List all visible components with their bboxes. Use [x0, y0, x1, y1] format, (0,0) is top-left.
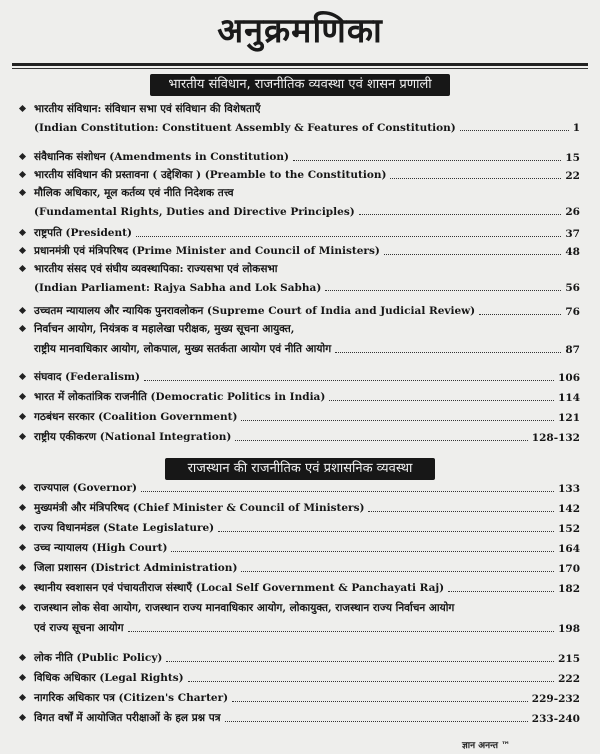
- toc-entry: [20, 561, 580, 581]
- toc-page-number: 15: [565, 152, 580, 164]
- toc-entry-line: [34, 621, 580, 635]
- toc-page-number: 198: [558, 623, 580, 635]
- section-heading: भारतीय संविधान, राजनीतिक व्यवस्था एवं शासन प्रणाली: [168, 77, 432, 92]
- toc-entry-title: मुख्यमंत्री और मंत्रिपरिषद (Chief Minister & Council of Ministers): [34, 502, 365, 514]
- toc-entry: [20, 501, 580, 521]
- toc-entry: [20, 370, 580, 390]
- toc-page-number: 56: [565, 282, 580, 294]
- toc-leader-dots: [448, 591, 554, 592]
- toc-leader-dots: [171, 551, 554, 552]
- toc-entry-title: राष्ट्रीय एकीकरण (National Integration): [34, 431, 232, 443]
- toc-entry-title: विगत वर्षों में आयोजित परीक्षाओं के हल प्रश्न पत्र: [34, 712, 221, 724]
- toc-entry-line: [34, 244, 580, 258]
- bullet-diamond-icon: [19, 654, 26, 661]
- toc-leader-dots: [384, 254, 562, 255]
- toc-entry-line: [34, 501, 580, 515]
- toc-entry-title: संवैधानिक संशोधन (Amendments in Constitution): [34, 151, 289, 163]
- toc-entry-line: [34, 601, 580, 615]
- toc-entry: [20, 430, 580, 450]
- toc-leader-dots: [136, 236, 561, 237]
- toc-entry-title: राज्यपाल (Governor): [34, 482, 137, 494]
- bullet-diamond-icon: [19, 674, 26, 681]
- toc-entry-title: विधिक अधिकार (Legal Rights): [34, 672, 184, 684]
- bullet-diamond-icon: [19, 584, 26, 591]
- toc-entry-line: [34, 282, 580, 294]
- page-title: अनुक्रमणिका: [217, 11, 383, 51]
- toc-entry: [20, 651, 580, 671]
- toc-entry-line: [34, 430, 580, 444]
- toc-entry-line: [34, 410, 580, 424]
- bullet-diamond-icon: [19, 229, 26, 236]
- toc-page-number: 76: [565, 306, 580, 318]
- bullet-diamond-icon: [19, 265, 26, 272]
- toc-leader-dots: [359, 214, 562, 215]
- toc-leader-dots: [218, 531, 554, 532]
- toc-entry-line: [34, 150, 580, 164]
- toc-leader-dots: [166, 661, 554, 662]
- bullet-diamond-icon: [19, 373, 26, 380]
- toc-page-number: 37: [565, 228, 580, 240]
- toc-leader-dots: [144, 380, 554, 381]
- toc-entry-title: स्थानीय स्वशासन एवं पंचायतीराज संस्थाएँ (Local Self Government & Panchayati Raj): [34, 582, 445, 594]
- bullet-diamond-icon: [19, 524, 26, 531]
- bullet-diamond-icon: [19, 544, 26, 551]
- toc-entry-line: [34, 390, 580, 404]
- toc-page-number: 133: [558, 483, 580, 495]
- toc-leader-dots: [329, 400, 554, 401]
- bullet-diamond-icon: [19, 714, 26, 721]
- toc-page-number: 215: [558, 653, 580, 665]
- toc-entry-line: [34, 322, 580, 336]
- toc-page-number: 229-232: [531, 693, 580, 705]
- toc-entry: [20, 390, 580, 410]
- toc-entry-line: [34, 561, 580, 575]
- bullet-diamond-icon: [19, 105, 26, 112]
- toc-entry: [20, 691, 580, 711]
- toc-entry-line: [34, 691, 580, 705]
- toc-entry-title: (Fundamental Rights, Duties and Directive Principles): [34, 206, 355, 218]
- toc-page-number: 1: [572, 122, 580, 134]
- toc-entry: [20, 581, 580, 601]
- toc-page-number: 114: [558, 392, 580, 404]
- toc-page-number: 170: [558, 563, 580, 575]
- toc-entry: [20, 410, 580, 430]
- toc-entry-line: [34, 541, 580, 555]
- toc-entry: [20, 168, 580, 188]
- toc-entry-line: [34, 226, 580, 240]
- toc-entry-title: भारत में लोकतांत्रिक राजनीति (Democratic Politics in India): [34, 391, 326, 403]
- toc-entry-title: मौलिक अधिकार, मूल कर्तव्य एवं नीति निदेशक तत्त्व: [34, 187, 234, 199]
- toc-entry-title: (Indian Parliament: Rajya Sabha and Lok Sabha): [34, 282, 322, 294]
- toc-entry-title: प्रधानमंत्री एवं मंत्रिपरिषद (Prime Minister and Council of Ministers): [34, 245, 380, 257]
- toc-leader-dots: [188, 681, 554, 682]
- toc-leader-dots: [479, 314, 561, 315]
- toc-page-number: 142: [558, 503, 580, 515]
- toc-entry-line: [34, 342, 580, 356]
- toc-page-number: 222: [558, 673, 580, 685]
- toc-entry: [20, 262, 580, 302]
- toc-leader-dots: [241, 420, 554, 421]
- toc-entry-line: [34, 711, 580, 725]
- toc-entry: [20, 186, 580, 226]
- toc-entry-title: एवं राज्य सूचना आयोग: [34, 622, 124, 634]
- toc-entry-title: लोक नीति (Public Policy): [34, 652, 163, 664]
- bullet-diamond-icon: [19, 504, 26, 511]
- toc-page-number: 164: [558, 543, 580, 555]
- publisher-brand: ज्ञान अनन्त ™: [462, 741, 511, 751]
- toc-entry-line: [34, 521, 580, 535]
- bullet-diamond-icon: [19, 307, 26, 314]
- toc-entry: [20, 304, 580, 324]
- toc-entry-title: गठबंधन सरकार (Coalition Government): [34, 411, 238, 423]
- toc-entry: [20, 521, 580, 541]
- section-heading: राजस्थान की राजनीतिक एवं प्रशासनिक व्यवस्था: [187, 461, 413, 476]
- toc-page-number: 22: [565, 170, 580, 182]
- bullet-diamond-icon: [19, 484, 26, 491]
- toc-entry: [20, 601, 580, 641]
- toc-leader-dots: [293, 160, 561, 161]
- toc-entry-line: [34, 481, 580, 495]
- toc-entry-title: भारतीय संसद एवं संघीय व्यवस्थापिका: राज्यसभा एवं लोकसभा: [34, 263, 278, 275]
- toc-entry-title: राजस्थान लोक सेवा आयोग, राजस्थान राज्य मानवाधिकार आयोग, लोकायुक्त, राजस्थान राज्य निर्वाचन आयोग: [34, 602, 455, 614]
- bullet-diamond-icon: [19, 433, 26, 440]
- toc-entry-title: संघवाद (Federalism): [34, 371, 140, 383]
- toc-entry: [20, 226, 580, 246]
- toc-entry-line: [34, 370, 580, 384]
- toc-entry-title: भारतीय संविधान: संविधान सभा एवं संविधान की विशेषताएँ: [34, 103, 261, 115]
- toc-leader-dots: [141, 491, 554, 492]
- toc-entry-line: [34, 102, 580, 116]
- bullet-diamond-icon: [19, 247, 26, 254]
- toc-entry-title: भारतीय संविधान की प्रस्तावना ( उद्देशिका ) (Preamble to the Constitution): [34, 169, 387, 181]
- toc-entry-line: [34, 206, 580, 218]
- toc-page-number: 48: [565, 246, 580, 258]
- bullet-diamond-icon: [19, 189, 26, 196]
- toc-entry: [20, 541, 580, 561]
- bullet-diamond-icon: [19, 604, 26, 611]
- toc-entry-title: नागरिक अधिकार पत्र (Citizen's Charter): [34, 692, 229, 704]
- toc-page-number: 152: [558, 523, 580, 535]
- toc-entry: [20, 481, 580, 501]
- toc-page-number: 26: [565, 206, 580, 218]
- toc-leader-dots: [390, 178, 561, 179]
- toc-entry-line: [34, 168, 580, 182]
- toc-page-number: 233-240: [531, 713, 580, 725]
- toc-page-number: 121: [558, 412, 580, 424]
- toc-entry-title: राष्ट्रपति (President): [34, 227, 132, 239]
- toc-leader-dots: [368, 511, 554, 512]
- toc-entry-line: [34, 581, 580, 595]
- toc-entry: [20, 244, 580, 264]
- bullet-diamond-icon: [19, 325, 26, 332]
- toc-leader-dots: [235, 440, 527, 441]
- bullet-diamond-icon: [19, 171, 26, 178]
- toc-entry-line: [34, 671, 580, 685]
- toc-page-number: 106: [558, 372, 580, 384]
- toc-page-number: 87: [565, 344, 580, 356]
- toc-entry: [20, 322, 580, 362]
- toc-entry: [20, 711, 580, 731]
- toc-leader-dots: [241, 571, 554, 572]
- toc-entry-title: निर्वाचन आयोग, नियंत्रक व महालेखा परीक्षक, मुख्य सूचना आयुक्त,: [34, 323, 295, 335]
- toc-entry-title: उच्च न्यायालय (High Court): [34, 542, 168, 554]
- bullet-diamond-icon: [19, 153, 26, 160]
- toc-entry-title: उच्चतम न्यायालय और न्यायिक पुनरावलोकन (Supreme Court of India and Judicial Review): [34, 305, 476, 317]
- bullet-diamond-icon: [19, 564, 26, 571]
- toc-entry-line: [34, 186, 580, 200]
- toc-entry-line: [34, 651, 580, 665]
- toc-entry-title: जिला प्रशासन (District Administration): [34, 562, 238, 574]
- toc-entry: [20, 671, 580, 691]
- toc-leader-dots: [232, 701, 528, 702]
- toc-entry: [20, 102, 580, 142]
- bullet-diamond-icon: [19, 393, 26, 400]
- toc-leader-dots: [460, 130, 569, 131]
- toc-page-number: 128-132: [531, 432, 580, 444]
- toc-entry-title: (Indian Constitution: Constituent Assembly & Features of Constitution): [34, 122, 456, 134]
- toc-entry-title: राज्य विधानमंडल (State Legislature): [34, 522, 215, 534]
- toc-page-number: 182: [558, 583, 580, 595]
- bullet-diamond-icon: [19, 694, 26, 701]
- toc-entry-line: [34, 122, 580, 134]
- toc-entry-line: [34, 304, 580, 318]
- toc-entry-title: राष्ट्रीय मानवाधिकार आयोग, लोकपाल, मुख्य सतर्कता आयोग एवं नीति आयोग: [34, 343, 332, 355]
- toc-leader-dots: [335, 352, 561, 353]
- toc-leader-dots: [325, 290, 561, 291]
- toc-entry-line: [34, 262, 580, 276]
- bullet-diamond-icon: [19, 413, 26, 420]
- toc-leader-dots: [225, 721, 528, 722]
- toc-entry: [20, 150, 580, 170]
- toc-leader-dots: [128, 631, 555, 632]
